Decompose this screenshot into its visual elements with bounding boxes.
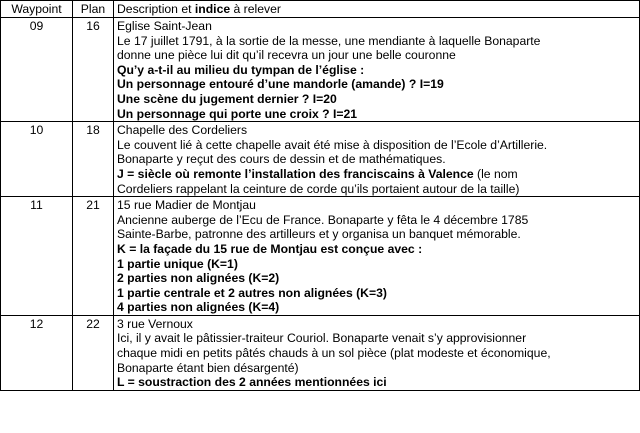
clue-line [117, 375, 636, 390]
plan-cell: 22 [73, 315, 114, 390]
line-text: Bonaparte étant bien désargenté) [117, 360, 299, 375]
description-line [117, 182, 636, 197]
description-line [117, 123, 636, 138]
line-text: 15 rue Madier de Montjau [117, 198, 256, 213]
line-text: 3 rue Vernoux [117, 316, 193, 331]
line-text: Le 17 juillet 1791, à la sortie de la messe, une mendiante à laquelle Bonaparte [117, 33, 541, 48]
header-desc-bold: indice [194, 2, 231, 16]
line-tail: (le nom [473, 166, 518, 181]
line-text: Une scène du jugement dernier ? I=20 [117, 91, 337, 106]
header-plan: Plan [73, 1, 114, 18]
clue-line [117, 300, 636, 315]
description-line [117, 227, 636, 242]
line-text: 4 parties non alignées (K=4) [117, 300, 280, 315]
line-text: Chapelle des Cordeliers [117, 123, 248, 138]
description-cell [114, 197, 640, 316]
header-desc-prefix: Description et [117, 2, 195, 16]
table-row [1, 197, 640, 316]
clue-line [117, 77, 636, 92]
table-row [1, 18, 640, 122]
description-line [117, 152, 636, 167]
line-text: donne une pièce lui dit qu’il recevra un jour une belle couronne [117, 48, 456, 63]
line-text: Sainte-Barbe, patronne des artilleurs et y organisa un banquet mémorable. [117, 227, 521, 242]
waypoint-cell: 09 [1, 18, 73, 122]
description-line [117, 346, 636, 361]
line-text: Bonaparte y reçut des cours de dessin et de mathématiques. [117, 152, 446, 167]
clue-line [117, 257, 636, 272]
plan-cell: 21 [73, 197, 114, 316]
description-line [117, 213, 636, 228]
line-text: Un personnage entouré d’une mandorle (amande) ? I=19 [117, 77, 444, 92]
description-line [117, 361, 636, 376]
description-line [117, 198, 636, 213]
description-cell [114, 18, 640, 122]
table-row [1, 122, 640, 197]
plan-cell: 16 [73, 18, 114, 122]
description-cell [114, 122, 640, 197]
clue-line [117, 107, 636, 122]
header-desc-suffix: à relever [230, 2, 281, 16]
header-description [114, 1, 640, 18]
line-text: 1 partie unique (K=1) [117, 256, 238, 271]
description-line [117, 331, 636, 346]
table-header-row [1, 1, 640, 18]
line-text: Un personnage qui porte une croix ? I=21 [117, 106, 358, 121]
clue-line [117, 286, 636, 301]
waypoint-cell: 11 [1, 197, 73, 316]
line-text: Ancienne auberge de l’Ecu de France. Bonaparte y fêta le 4 décembre 1785 [117, 212, 529, 227]
table-row [1, 315, 640, 390]
description-line [117, 48, 636, 63]
clue-line [117, 242, 636, 257]
header-waypoint: Waypoint [1, 1, 73, 18]
description-line [117, 317, 636, 332]
line-text: chaque midi en petits pâtés chauds à un sol pièce (plat modeste et économique, [117, 346, 551, 361]
clue-line [117, 167, 636, 182]
line-text: Cordeliers rappelant la ceinture de corde qu’ils portaient autour de la taille) [117, 181, 520, 196]
clue-line [117, 63, 636, 78]
clue-line [117, 92, 636, 107]
line-text: Le couvent lié à cette chapelle avait été mise à disposition de l’Ecole d’Artillerie. [117, 137, 548, 152]
waypoint-cell: 12 [1, 315, 73, 390]
description-line [117, 34, 636, 49]
line-text: 1 partie centrale et 2 autres non alignées (K=3) [117, 285, 387, 300]
line-text: L = soustraction des 2 années mentionnées ici [117, 375, 387, 390]
description-line [117, 19, 636, 34]
line-text: K = la façade du 15 rue de Montjau est conçue avec : [117, 241, 423, 256]
line-text: Ici, il y avait le pâtissier-traiteur Couriol. Bonaparte venait s’y approvisionner [117, 331, 527, 346]
clue-line [117, 271, 636, 286]
line-text: Eglise Saint-Jean [117, 19, 212, 33]
line-text: J = siècle où remonte l’installation des franciscains à Valence [117, 166, 474, 181]
waypoint-cell: 10 [1, 122, 73, 197]
description-cell [114, 315, 640, 390]
plan-cell: 18 [73, 122, 114, 197]
description-line [117, 138, 636, 153]
line-text: 2 parties non alignées (K=2) [117, 271, 280, 286]
line-text: Qu’y a-t-il au milieu du tympan de l’église : [117, 62, 365, 77]
